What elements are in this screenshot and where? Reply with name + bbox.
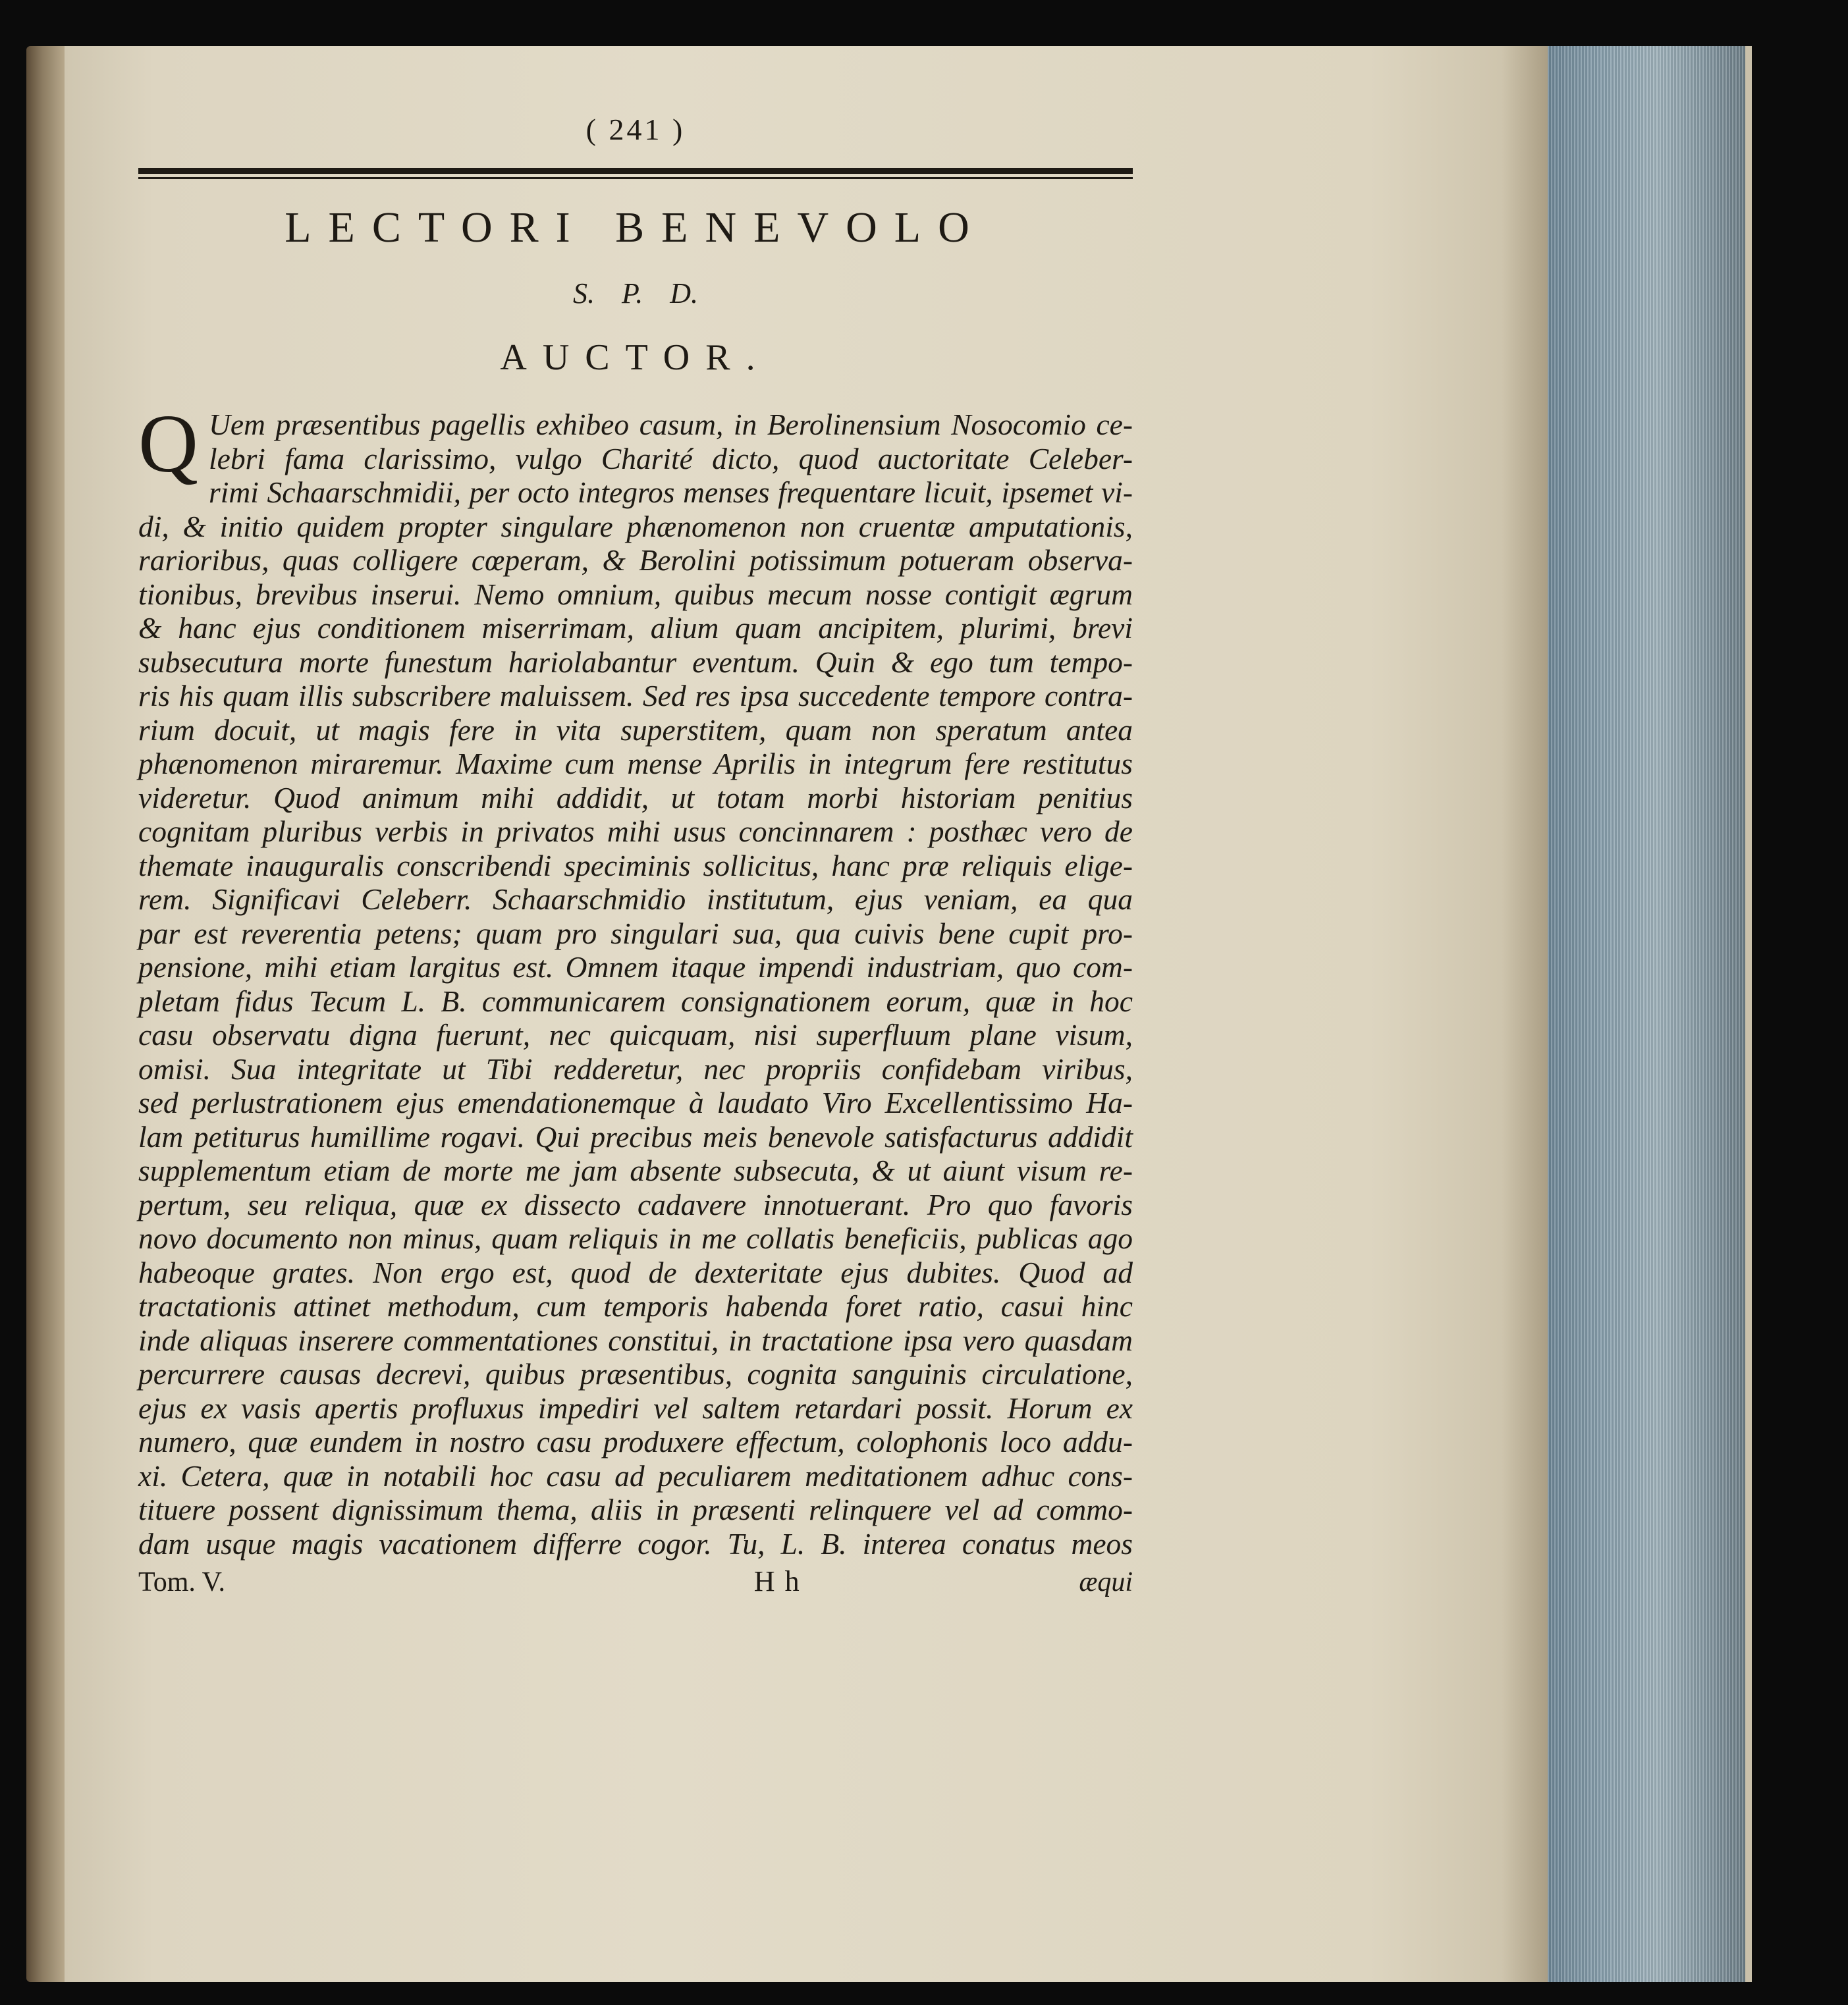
text-line: di, & initio quidem propter singulare phænomenon non cruentæ amputationis,: [138, 509, 1133, 543]
text-line: rarioribus, quas colligere cœperam, & Berolini potissimum potueram observa-: [138, 543, 1133, 577]
text-line: novo documento non minus, quam reliquis in me collatis beneficiis, publicas ago: [138, 1221, 1133, 1255]
text-line: par est reverentia petens; quam pro singulari sua, qua cuivis bene cupit pro-: [138, 916, 1133, 950]
text-line: pertum, seu reliqua, quæ ex dissecto cadavere innotuerant. Pro quo favoris: [138, 1187, 1133, 1221]
text-line: themate inauguralis conscribendi speciminis sollicitus, hanc præ reliquis elige-: [138, 848, 1133, 882]
text-line: rem. Significavi Celeberr. Schaarschmidio institutum, ejus veniam, ea qua: [138, 882, 1133, 916]
text-line: lam petiturus humillime rogavi. Qui precibus meis benevole satisfacturus addidit: [138, 1119, 1133, 1154]
heading-title: LECTORI BENEVOLO: [285, 203, 987, 252]
text-line: habeoque grates. Non ergo est, quod de dexteritate ejus dubites. Quod ad: [138, 1255, 1133, 1289]
volume-label: Tom. V.: [138, 1567, 226, 1597]
page-footer: [138, 1564, 1133, 1598]
text-line: percurrere causas decrevi, quibus præsentibus, cognita sanguinis circulatione,: [138, 1357, 1133, 1391]
text-line: ris his quam illis subscribere maluissem. Sed res ipsa succedente tempore contra-: [138, 679, 1133, 712]
heading-salutation: S. P. D.: [573, 277, 698, 309]
text-line: lebri fama clarissimo, vulgo Charité dicto, quod auctoritate Celeber-: [209, 441, 1133, 475]
text-line: ejus ex vasis apertis profluxus impediri vel saltem retardari possit. Horum ex: [138, 1391, 1133, 1425]
text-line: videretur. Quod animum mihi addidit, ut totam morbi historiam penitius: [138, 780, 1133, 815]
page-number: ( 241 ): [585, 113, 686, 146]
text-line: phænomenon miraremur. Maxime cum mense Aprilis in integrum fere restitutus: [138, 747, 1133, 780]
left-page-edge: [26, 46, 65, 1982]
page-content: [138, 112, 1133, 1598]
heading-author: AUCTOR.: [500, 337, 771, 378]
drop-cap: Q: [138, 398, 198, 490]
text-line: tionibus, brevibus inserui. Nemo omnium, quibus mecum nosse contigit ægrum: [138, 577, 1133, 611]
text-line: rium docuit, ut magis fere in vita superstitem, quam non speratum antea: [138, 712, 1133, 747]
text-line: subsecutura morte funestum hariolabantur eventum. Quin & ego tum tempo-: [138, 645, 1133, 679]
text-line: omisi. Sua integritate ut Tibi redderetur, nec propriis confidebam viribus,: [138, 1052, 1133, 1086]
text-line: xi. Cetera, quæ in notabili hoc casu ad peculiarem meditationem adhuc cons-: [138, 1458, 1133, 1493]
text-line: tituere possent dignissimum thema, aliis in præsenti relinquere vel ad commo-: [138, 1493, 1133, 1526]
text-line: Uem præsentibus pagellis exhibeo casum, in Berolinensium Nosocomio ce-: [209, 408, 1133, 441]
text-line: tractationis attinet methodum, cum temporis habenda foret ratio, casui hinc: [138, 1289, 1133, 1323]
header-rule-thick: [138, 168, 1133, 174]
text-line: supplementum etiam de morte me jam absente subsecuta, & ut aiunt visum re-: [138, 1154, 1133, 1187]
text-line: cognitam pluribus verbis in privatos mihi usus concinnarem : posthæc vero de: [138, 815, 1133, 848]
text-line: pletam fidus Tecum L. B. communicarem consignationem eorum, quæ in hoc: [138, 984, 1133, 1018]
text-line: pensione, mihi etiam largitus est. Omnem itaque impendi industriam, quo com-: [138, 950, 1133, 984]
text-line: numero, quæ eundem in nostro casu produxere effectum, colophonis loco addu-: [138, 1425, 1133, 1458]
fore-edge: [1548, 46, 1752, 1982]
page-shadow: [1502, 46, 1548, 1982]
body-text: [138, 398, 1133, 1561]
text-line: & hanc ejus conditionem miserrimam, alium quam ancipitem, plurimi, brevi: [138, 611, 1133, 645]
text-line: dam usque magis vacationem differre cogor. Tu, L. B. interea conatus meos: [138, 1526, 1133, 1561]
catchword: æqui: [1079, 1567, 1133, 1597]
header-rule-thin: [138, 177, 1133, 179]
text-line: sed perlustrationem ejus emendationemque à laudato Viro Excellentissimo Ha-: [138, 1086, 1133, 1119]
signature-mark: H h: [753, 1565, 801, 1597]
text-line: rimi Schaarschmidii, per octo integros menses frequentare licuit, ipsemet vi-: [209, 475, 1133, 509]
text-line: casu observatu digna fuerunt, nec quicquam, nisi superfluum plane visum,: [138, 1018, 1133, 1052]
text-line: inde aliquas inserere commentationes constitui, in tractatione ipsa vero quasdam: [138, 1323, 1133, 1357]
